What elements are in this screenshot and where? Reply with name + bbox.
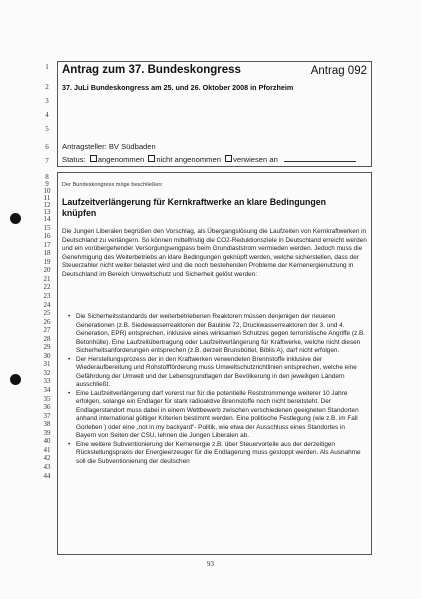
line-number: 23 (43, 291, 51, 300)
line-number: 15 (43, 223, 51, 232)
paragraph-text: Die Jungen Liberalen begrüßen den Vorschlag, als Übergangslösung die Laufzeiten von Kernkraftwerken in Deutschland zu verlängern. So können mittelfristig die CO2-Reduktionsziele in Deutschland erreicht werden und ein vorübergehender Versorgungsengpass beim Grundlaststrom vermieden werden. Jedoch muss die Genehmigung des Weiterbetriebs an klare Bedingungen geknüpft werden, welche sicherstellen, dass der Steuerzahler nicht weiter belastet wird und die noch bestehenden Probleme der Kernenergienutzung in Deutschland im Bereich Umweltschutz und Sicherheit gelöst werden: (62, 228, 367, 278)
line-number: 42 (43, 454, 51, 463)
bullet-list (76, 313, 366, 466)
line-number: 39 (43, 428, 51, 437)
line-number: 37 (43, 411, 51, 420)
referral-blank-line (284, 155, 356, 162)
status-label: Status: (62, 155, 86, 164)
checkbox-icon (148, 155, 155, 162)
congress-subtitle: 37. JuLi Bundeskongress am 25. und 26. Oktober 2008 in Pforzheim (62, 83, 294, 92)
line-number: 7 (45, 157, 49, 165)
status-option-referred: verwiesen an (233, 155, 278, 164)
line-number: 31 (43, 360, 51, 369)
motion-paragraph (62, 228, 367, 279)
line-number: 5 (45, 125, 49, 133)
line-number: 1 (45, 63, 49, 71)
line-number: 10 (43, 187, 51, 195)
status-option-accepted: angenommen (97, 155, 145, 164)
line-number: 34 (43, 386, 51, 394)
line-number: 2 (45, 83, 49, 91)
line-number: 33 (43, 377, 51, 386)
list-item: • Der Herstellungsprozess der in den Kraftwerken verwendeten Brennstoffe inklusive der Wiederaufbereitung und Rohstoffförderung muss Umweltschutzrichtlinien entsprechen, welche eine Gefährdung der Umwelt und der Lebensgrundlagen der Bevölkerung in den jeweiligen Ländern ausschließt. (76, 356, 366, 390)
line-number: 44 (43, 471, 51, 480)
line-number: 27 (43, 326, 51, 335)
intro-text: Der Bundeskongress möge beschließen: (62, 182, 164, 188)
line-number: 40 (43, 437, 51, 446)
motion-header-box (57, 61, 372, 167)
line-number: 35 (43, 394, 51, 403)
line-number: 36 (43, 403, 51, 412)
punch-hole-icon (10, 374, 21, 385)
status-option-rejected: nicht angenommen (156, 155, 221, 164)
line-number: 32 (43, 368, 51, 377)
line-number: 17 (43, 240, 51, 249)
antrag-number: Antrag 092 (310, 65, 367, 77)
line-number: 6 (45, 143, 49, 151)
line-number: 12 (43, 201, 51, 209)
line-number: 14 (43, 215, 51, 223)
line-number: 38 (43, 420, 51, 429)
line-number: 43 (43, 462, 51, 471)
line-number: 41 (43, 445, 51, 454)
line-number: 9 (45, 180, 49, 188)
line-number: 29 (43, 343, 51, 352)
line-number: 11 (43, 194, 51, 202)
line-number: 3 (45, 97, 49, 105)
line-number: 26 (43, 317, 51, 326)
line-number: 22 (43, 283, 51, 292)
line-number: 19 (43, 257, 51, 266)
line-number: 28 (43, 334, 51, 343)
line-number: 30 (43, 351, 51, 360)
list-item: • Eine Laufzeitverlängerung darf vorerst nur für die potentielle Reststrommenge weiterer 10 Jahre erfolgen, solange ein Endlager für stark radioaktive Brennstoffe noch nicht bereitsteht. Der Endlagerstandort muss dabei in einem Wettbewerb zwischen verschiedenen geeigneten Standorten anhand international gültiger Kriterien bestimmt werden. Eine politische Festlegung (wie z.B. im Fall Gorleben ) oder eine „not in my backyard“- Politik, wie etwa der Ausschluss eines Standortes in Bayern von Seiten der CSU, lehnen die Jungen Liberalen ab. (76, 390, 366, 441)
line-number: 24 (43, 300, 51, 309)
line-number: 13 (43, 208, 51, 216)
punch-hole-icon (10, 213, 21, 224)
list-item: • Die Sicherheitsstandards der weiterbetriebenen Reaktoren müssen denjenigen der neueren Generationen (z.B. Siedewasserreaktoren der Baulinie 72, Druckwasserreaktoren der 3. und 4. Generation, EPR) entsprechen, inklusive eines wirksamen Schutzes gegen terroristische Angriffe (z.B. Betonhülle). Eine Laufzeitübertragung oder Laufzeitverlängerung für Kraftwerke, welche nicht diesen Sicherheitsanforderungen entsprechen (z.B. derzeit Brunsbüttel, Biblis A), darf nicht erfolgen. (76, 313, 366, 356)
line-number: 21 (43, 274, 51, 283)
applicant: Antragsteller: BV Südbaden (62, 142, 156, 151)
line-number: 25 (43, 309, 51, 318)
checkbox-icon (90, 155, 97, 162)
line-number: 8 (45, 173, 49, 181)
line-number: 16 (43, 232, 51, 241)
checkbox-icon (225, 155, 232, 162)
page-number: 93 (207, 560, 214, 568)
line-number: 18 (43, 249, 51, 258)
line-number: 20 (43, 266, 51, 275)
motion-title: Laufzeitverlängerung für Kernkraftwerke an klare Bedingungen knüpfen (62, 197, 326, 218)
line-number: 4 (45, 111, 49, 119)
list-item: • Eine weitere Subventionierung der Kernenergie z.B. über Steuervorteile aus der derzeitigen Rückstellungspraxis der Energieerzeuger für die Endlagerung muss gestoppt werden. Als Ausnahme soll die Subventionierung der deutschen (76, 441, 366, 467)
motion-header-title: Antrag zum 37. Bundeskongress (62, 64, 241, 76)
status-row (62, 155, 356, 164)
motion-body-box (57, 172, 372, 555)
